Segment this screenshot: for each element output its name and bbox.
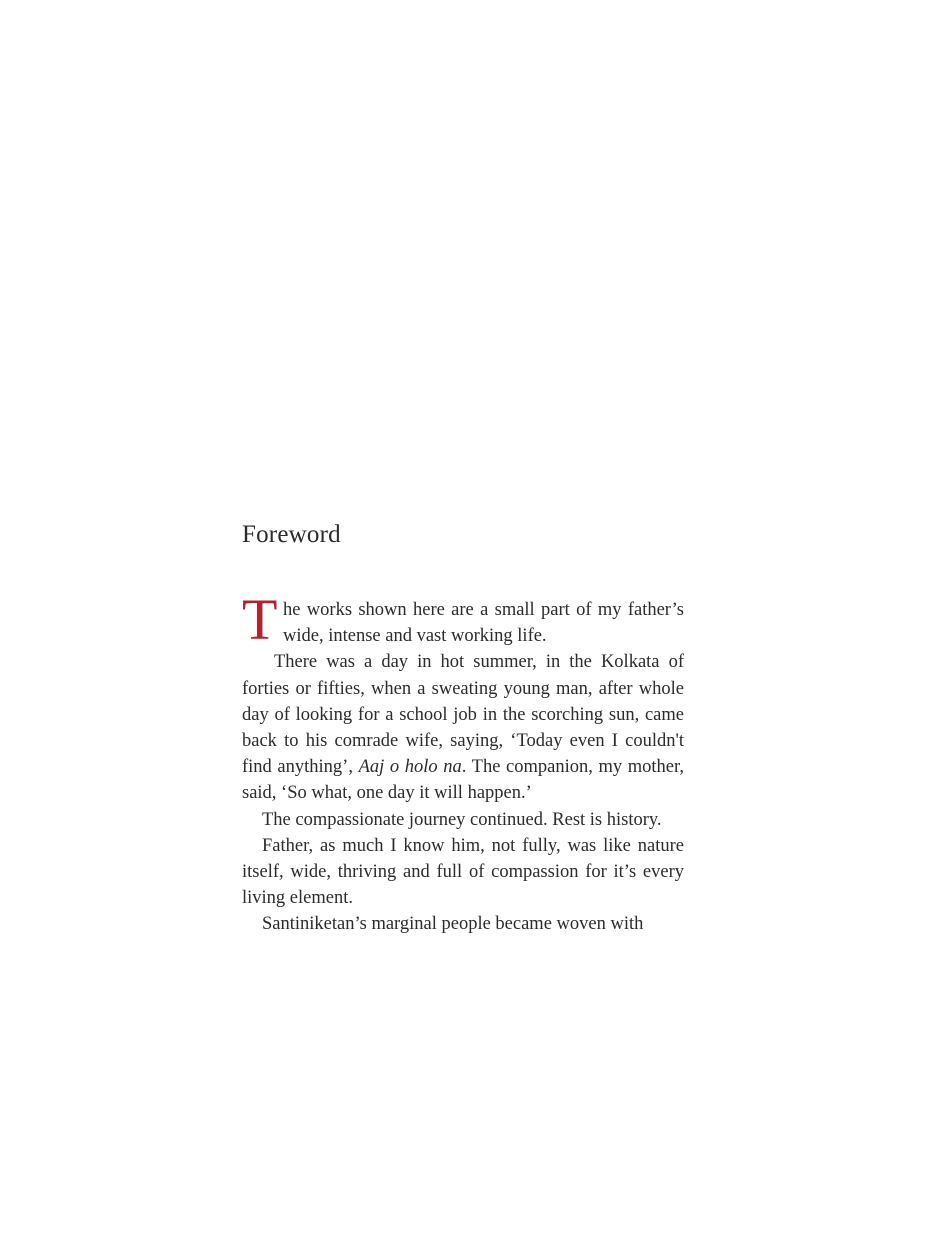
foreword-body bbox=[242, 587, 684, 938]
bengali-phrase: Aaj o holo na bbox=[358, 757, 462, 778]
paragraph-opening bbox=[242, 587, 684, 652]
paragraph-opening-text: he works shown here are a small part of my father’s wide, intense and vast working life. bbox=[283, 600, 684, 647]
page-title: Foreword bbox=[242, 521, 341, 548]
paragraph-summer-day bbox=[242, 649, 684, 806]
foreword-page bbox=[242, 518, 684, 938]
drop-cap: T bbox=[242, 587, 278, 652]
paragraph-summer-day-text: There was a day in hot summer, in the Kolkata of forties or fifties, when a sweating young man, after whole day of looking for a school job in the scorching sun, came back to his comrade wife, saying, ‘Today even I couldn't find anything’, bbox=[242, 652, 684, 778]
paragraph-santiniketan: Santiniketan’s marginal people became woven with bbox=[262, 914, 644, 935]
paragraph-father-nature: Father, as much I know him, not fully, was like nature itself, wide, thriving and full of compassion for it’s every living element. bbox=[242, 835, 684, 909]
paragraph-journey: The compassionate journey continued. Rest is history. bbox=[262, 809, 662, 830]
paragraph-summer-day-ending: . The companion, my mother, said, ‘So what, one day it will happen.’ bbox=[242, 757, 684, 804]
